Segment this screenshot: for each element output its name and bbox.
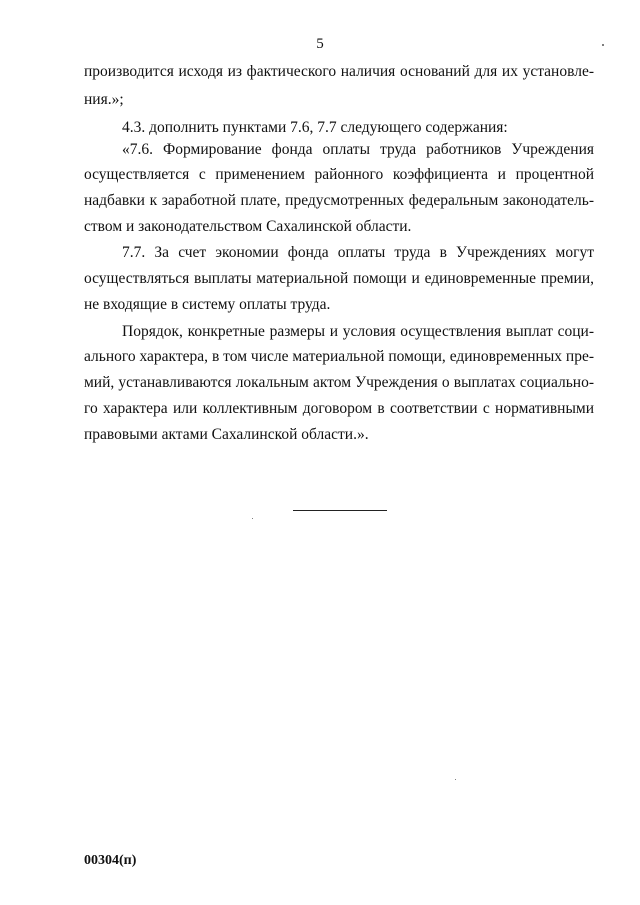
text-line-7: ством и законодательством Сахалинской области. (84, 218, 412, 235)
scan-speck (252, 518, 253, 519)
text-line-3: 4.3. дополнить пунктами 7.6, 7.7 следующего содержания: (122, 119, 508, 136)
document-code: 00304(п) (84, 853, 137, 868)
scan-speck (455, 779, 456, 780)
separator-line (293, 510, 387, 511)
text-line-14: го характера или коллективным договором в соответствии с нормативными (84, 400, 594, 417)
text-line-10: не входящие в систему оплаты труда. (84, 296, 331, 313)
text-line-4: «7.6. Формирование фонда оплаты труда работников Учреждения (122, 141, 594, 158)
text-line-6: надбавки к заработной плате, предусмотренных федеральным законодатель- (84, 192, 594, 209)
text-line-1: производится исходя из фактического наличия оснований для их установле- (84, 63, 594, 80)
text-line-11: Порядок, конкретные размеры и условия осуществления выплат соци- (122, 323, 594, 340)
text-line-13: мий, устанавливаются локальным актом Учреждения о выплатах социально- (84, 374, 594, 391)
text-line-8: 7.7. За счет экономии фонда оплаты труда в Учреждениях могут (122, 244, 594, 261)
page-number: 5 (316, 36, 324, 52)
scan-speck (602, 44, 604, 46)
text-line-9: осуществляться выплаты материальной помощи и единовременные премии, (84, 270, 594, 287)
text-line-5: осуществляется с применением районного коэффициента и процентной (84, 166, 594, 183)
text-line-15: правовыми актами Сахалинской области.». (84, 426, 369, 443)
text-line-12: ального характера, в том числе материальной помощи, единовременных пре- (84, 348, 594, 365)
text-line-2: ния.»; (84, 91, 124, 108)
